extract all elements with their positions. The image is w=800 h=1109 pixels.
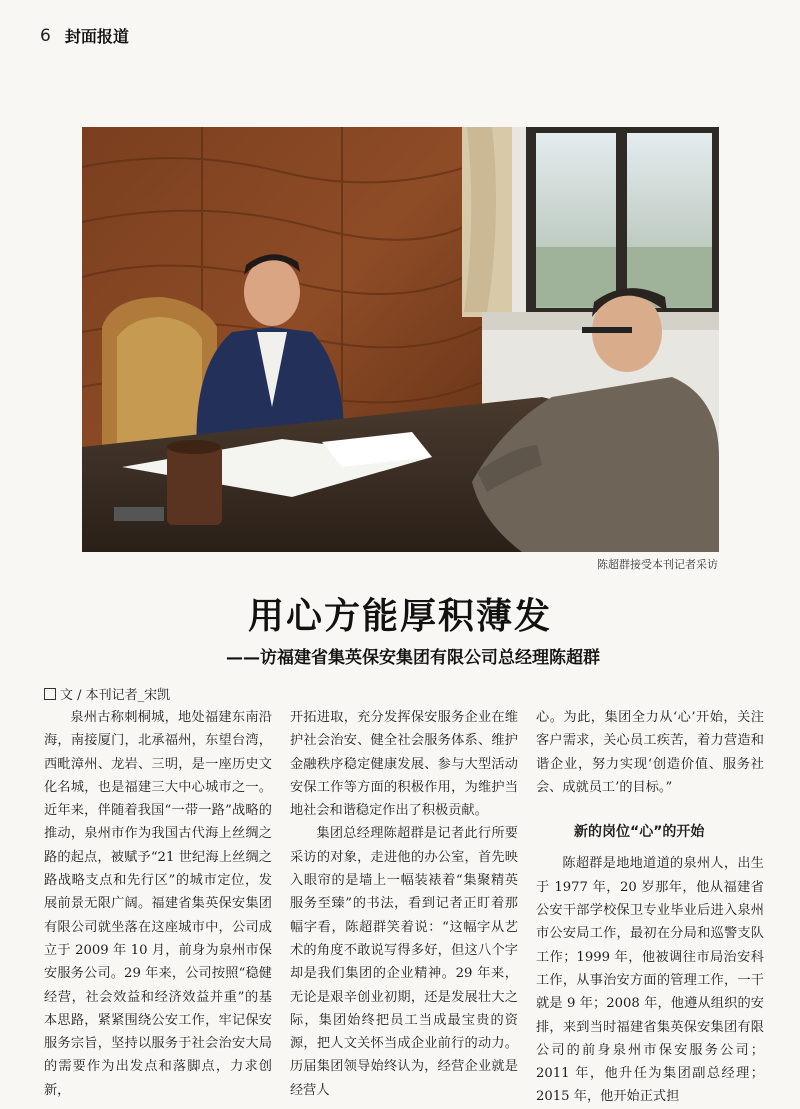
- paragraph: 集团总经理陈超群是记者此行所要采访的对象，走进他的办公室，首先映入眼帘的是墙上一幅装裱着“集聚精英服务至臻”的书法，看到记者正盯着那幅字看，陈超群笑着说：“这幅字从艺术的角度不敢说写得多好，但这八个字却是我们集团的企业精神。29 年来，无论是艰辛创业初期，还是发展壮大之际，集团始终把员工当成最宝贵的资源，把人文关怀当成企业前行的动力。历届集团领导始终认为，经营企业就是经营人: [290, 826, 518, 1098]
- page-number: 6: [40, 25, 51, 46]
- section-subheading: 新的岗位“心”的开始: [574, 824, 705, 841]
- article-title: 用心方能厚积薄发: [247, 596, 552, 637]
- text-column-3: [536, 706, 764, 1109]
- page-header: [40, 24, 129, 47]
- article-subtitle: ——访福建省集英保安集团有限公司总经理陈超群: [226, 648, 600, 668]
- byline: [44, 684, 170, 703]
- paragraph: 开拓进取，充分发挥保安服务企业在维护社会治安、健全社会服务体系、维护金融秩序稳定健康发展、参与大型活动安保工作等方面的积极作用，为维护当地社会和谐稳定作出了积极贡献。: [290, 710, 518, 819]
- text-column-1: [44, 706, 272, 1102]
- square-icon: [44, 688, 56, 700]
- paragraph: 心。为此，集团全力从‘心’开始，关注客户需求，关心员工疾苦，着力营造和谐企业，努力实现‘创造价值、服务社会、成就员工’的目标。”: [536, 710, 764, 795]
- interview-photo: [82, 127, 719, 552]
- paragraph: 陈超群是地地道道的泉州人，出生于 1977 年，20 岁那年，他从福建省公安干部学校保卫专业毕业后进入泉州市公安局工作，最初在分局和巡警支队工作；1999 年，他被调往市局治安科工作，从事治安方面的管理工作，一干就是 9 年；2008 年，他遵从组织的安排，来到当时福建省集英保安集团有限公司的前身泉州市保安服务公司；2011 年，他升任为集团副总经理；2015 年，他开始正式担: [536, 856, 764, 1105]
- text-column-2: [290, 706, 518, 1102]
- section-title: 封面报道: [64, 27, 129, 46]
- photo-caption: 陈超群接受本刊记者采访: [597, 558, 718, 571]
- paragraph: 泉州古称刺桐城，地处福建东南沿海，南接厦门，北承福州，东望台湾，西毗漳州、龙岩、三明，是一座历史文化名城，也是福建三大中心城市之一。近年来，伴随着我国“一带一路”战略的推动，泉州市作为我国古代海上丝绸之路的起点，被赋予“21 世纪海上丝绸之路战略支点和先行区”的城市定位，发展前景无限广阔。福建省集英保安集团有限公司就坐落在这座城市中，公司成立于 2009 年 10 月，前身为泉州市保安服务公司。29 年来，公司按照“稳健经营，社会效益和经济效益并重”的基本思路，紧紧围绕公安工作，牢记保安服务宗旨，坚持以服务于社会治安大局的需要作为出发点和落脚点，力求创新，: [44, 710, 272, 1098]
- byline-text: 文 / 本刊记者_宋凯: [60, 688, 171, 703]
